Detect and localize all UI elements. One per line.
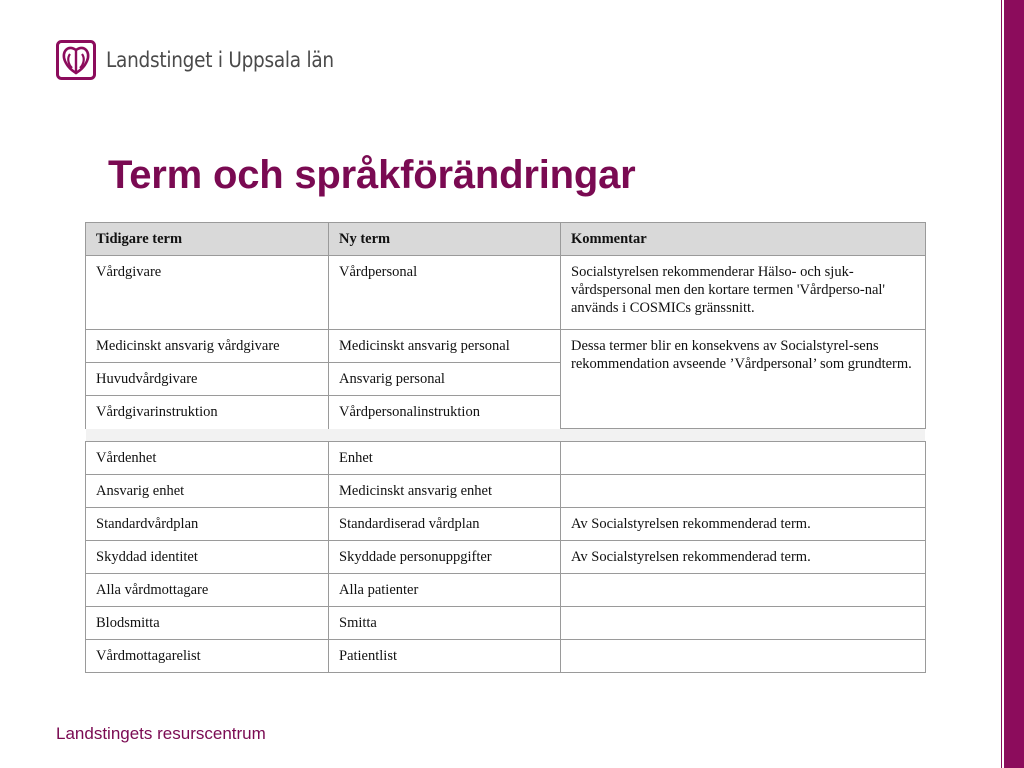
old-term-cell: Huvudvårdgivare: [86, 363, 329, 396]
old-term-cell: Blodsmitta: [86, 607, 329, 640]
old-term-cell: Vårdgivare: [86, 256, 329, 330]
logo-text: Landstinget i Uppsala län: [106, 48, 334, 72]
right-edge-line: [1001, 0, 1002, 768]
new-term-cell: Patientlist: [329, 640, 561, 673]
comment-cell: [561, 640, 926, 673]
old-term-cell: Standardvårdplan: [86, 508, 329, 541]
landstinget-logo-icon: [56, 40, 96, 80]
header-new-term: Ny term: [329, 223, 561, 256]
table-row: [86, 574, 926, 607]
new-term-cell: Vårdpersonalinstruktion: [329, 396, 561, 429]
old-term-cell: Skyddad identitet: [86, 541, 329, 574]
new-term-cell: Ansvarig personal: [329, 363, 561, 396]
old-term-cell: Vårdgivarinstruktion: [86, 396, 329, 429]
new-term-cell: Skyddade personuppgifter: [329, 541, 561, 574]
table-row: [86, 475, 926, 508]
comment-cell: Socialstyrelsen rekommenderar Hälso- och sjuk-vårdspersonal men den kortare termen 'Vårdperso-nal' används i COSMICs gränssnitt.: [561, 256, 926, 330]
table-row: [86, 541, 926, 574]
comment-cell: Av Socialstyrelsen rekommenderad term.: [561, 508, 926, 541]
table-row: [86, 508, 926, 541]
comment-cell: Av Socialstyrelsen rekommenderad term.: [561, 541, 926, 574]
comment-cell: [561, 607, 926, 640]
terms-table: [85, 222, 925, 673]
old-term-cell: Alla vårdmottagare: [86, 574, 329, 607]
brand-logo: [56, 40, 365, 80]
comment-cell: [561, 442, 926, 475]
comment-cell: [561, 574, 926, 607]
table-header-row: [86, 223, 926, 256]
old-term-cell: Ansvarig enhet: [86, 475, 329, 508]
new-term-cell: Medicinskt ansvarig personal: [329, 330, 561, 363]
old-term-cell: Vårdenhet: [86, 442, 329, 475]
new-term-cell: Smitta: [329, 607, 561, 640]
old-term-cell: Medicinskt ansvarig vårdgivare: [86, 330, 329, 363]
table-row: [86, 442, 926, 475]
new-term-cell: Medicinskt ansvarig enhet: [329, 475, 561, 508]
comment-cell: [561, 475, 926, 508]
new-term-cell: Standardiserad vårdplan: [329, 508, 561, 541]
table-row: [86, 256, 926, 330]
right-edge-bar: [1004, 0, 1024, 768]
footer-text: Landstingets resurscentrum: [56, 724, 266, 743]
new-term-cell: Vårdpersonal: [329, 256, 561, 330]
page-title: Term och språkförändringar: [108, 153, 636, 197]
table-page-break: [85, 429, 925, 441]
comment-cell: Dessa termer blir en konsekvens av Socialstyrel-sens rekommendation avseende ’Vårdpersonal’ som grundterm.: [561, 330, 926, 429]
table-row: [86, 607, 926, 640]
header-comment: Kommentar: [561, 223, 926, 256]
terms-table-part1: [85, 222, 926, 429]
table-row: [86, 330, 926, 363]
new-term-cell: Alla patienter: [329, 574, 561, 607]
header-old-term: Tidigare term: [86, 223, 329, 256]
old-term-cell: Vårdmottagarelist: [86, 640, 329, 673]
table-row: [86, 640, 926, 673]
terms-table-part2: [85, 441, 926, 673]
new-term-cell: Enhet: [329, 442, 561, 475]
